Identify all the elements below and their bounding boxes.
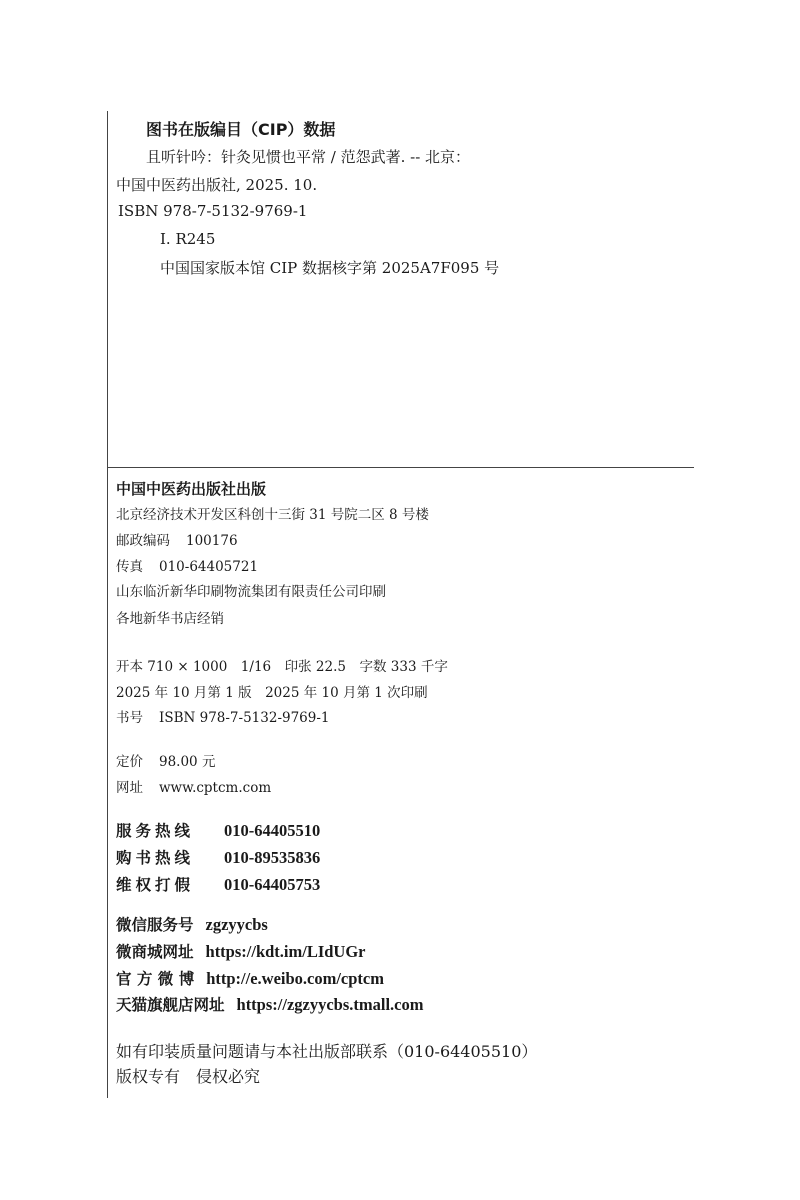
cip-bibliographic-line: 且听针吟：针灸见惯也平常 / 范怨武著. -- 北京： <box>146 148 471 166</box>
left-border-line <box>107 111 108 1098</box>
service-value: https://zgzyycbs.tmall.com <box>236 995 424 1014</box>
book-number-label: 书号 <box>116 710 143 726</box>
website-row <box>116 776 271 796</box>
service-row <box>116 940 366 962</box>
fax-value: 010-64405721 <box>159 559 259 575</box>
fax-label: 传真 <box>116 559 143 575</box>
copyright-notice: 版权专有 侵权必究 <box>116 1067 261 1086</box>
hotline-row <box>116 846 320 868</box>
website-label: 网址 <box>116 780 143 796</box>
cip-verification-number: 中国国家版本馆 CIP 数据核字第 2025A7F095 号 <box>160 259 500 277</box>
cip-publisher-line: 中国中医药出版社, 2025. 10. <box>116 176 318 194</box>
cip-title: 图书在版编目（CIP）数据 <box>146 120 336 139</box>
service-value: https://kdt.im/LIdUGr <box>205 942 366 961</box>
fax-row <box>116 555 258 575</box>
edition-line: 2025 年 10 月第 1 版 2025 年 10 月第 1 次印刷 <box>116 685 428 701</box>
service-label: 微商城网址 <box>116 943 194 961</box>
book-number-row <box>116 706 330 726</box>
cip-classification: Ⅰ. R245 <box>160 230 216 248</box>
printer-line: 山东临沂新华印刷物流集团有限责任公司印刷 <box>116 584 386 600</box>
postcode-value: 100176 <box>186 533 238 549</box>
hotline-number: 010-64405510 <box>224 821 321 840</box>
price-row <box>116 750 215 770</box>
hotline-label: 维权打假 <box>116 876 195 894</box>
hotline-label: 购书热线 <box>116 849 195 867</box>
postcode-label: 邮政编码 <box>116 533 170 549</box>
service-row <box>116 993 424 1015</box>
service-row <box>116 967 384 989</box>
price-label: 定价 <box>116 754 143 770</box>
service-label: 天猫旗舰店网址 <box>116 996 225 1014</box>
distribution-line: 各地新华书店经销 <box>116 611 224 627</box>
hotline-label: 服务热线 <box>116 822 195 840</box>
book-number-value: ISBN 978-7-5132-9769-1 <box>159 710 330 726</box>
postcode-row <box>116 529 238 549</box>
hotline-row <box>116 873 320 895</box>
hotline-number: 010-89535836 <box>224 848 321 867</box>
service-value: zgzyycbs <box>205 915 268 934</box>
quality-notice: 如有印装质量问题请与本社出版部联系（010-64405510） <box>116 1042 538 1061</box>
publisher-name: 中国中医药出版社出版 <box>116 480 267 498</box>
hotline-row <box>116 819 320 841</box>
website-value: www.cptcm.com <box>159 780 272 796</box>
price-value: 98.00 元 <box>159 754 216 770</box>
format-line: 开本 710 × 1000 1/16 印张 22.5 字数 333 千字 <box>116 659 448 675</box>
hotline-number: 010-64405753 <box>224 875 321 894</box>
service-label: 官 方 微 博 <box>116 970 195 988</box>
service-label: 微信服务号 <box>116 916 194 934</box>
publisher-address: 北京经济技术开发区科创十三街 31 号院二区 8 号楼 <box>116 507 429 523</box>
cip-isbn: ISBN 978-7-5132-9769-1 <box>118 202 308 220</box>
service-row <box>116 913 268 935</box>
service-value: http://e.weibo.com/cptcm <box>206 969 384 988</box>
section-divider <box>107 467 694 468</box>
